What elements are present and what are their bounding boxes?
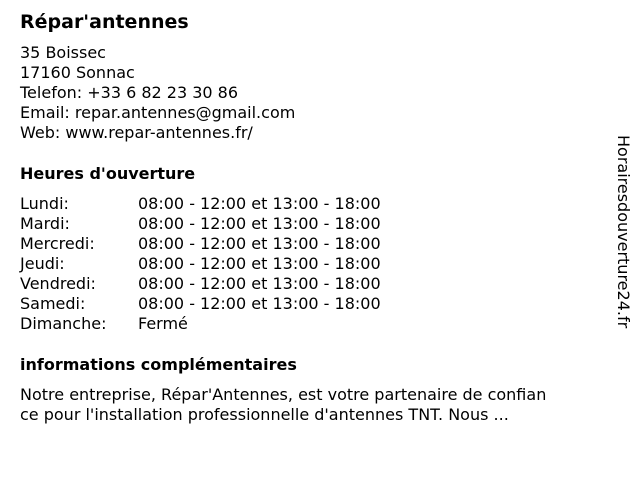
address-city: 17160 Sonnac bbox=[20, 63, 135, 82]
website: Web: www.repar-antennes.fr/ bbox=[20, 123, 253, 142]
hours-row-saturday bbox=[20, 294, 381, 314]
day-label: Mardi: bbox=[20, 214, 70, 233]
hours-value: Fermé bbox=[138, 314, 188, 333]
opening-hours-table bbox=[20, 194, 381, 334]
hours-value: 08:00 - 12:00 et 13:00 - 18:00 bbox=[138, 214, 381, 233]
phone-number: Telefon: +33 6 82 23 30 86 bbox=[20, 83, 239, 102]
day-label: Mercredi: bbox=[20, 234, 95, 253]
info-line-2: ce pour l'installation professionnelle d'antennes TNT. Nous ... bbox=[20, 405, 509, 424]
hours-row-tuesday bbox=[20, 214, 381, 234]
address-street: 35 Boissec bbox=[20, 43, 106, 62]
business-name: Répar'antennes bbox=[20, 11, 189, 33]
hours-value: 08:00 - 12:00 et 13:00 - 18:00 bbox=[138, 194, 381, 213]
day-label: Vendredi: bbox=[20, 274, 96, 293]
email-address: Email: repar.antennes@gmail.com bbox=[20, 103, 296, 122]
hours-row-thursday bbox=[20, 254, 381, 274]
hours-value: 08:00 - 12:00 et 13:00 - 18:00 bbox=[138, 234, 381, 253]
hours-row-friday bbox=[20, 274, 381, 294]
hours-heading: Heures d'ouverture bbox=[20, 164, 196, 183]
hours-value: 08:00 - 12:00 et 13:00 - 18:00 bbox=[138, 274, 381, 293]
hours-value: 08:00 - 12:00 et 13:00 - 18:00 bbox=[138, 294, 381, 313]
day-label: Samedi: bbox=[20, 294, 86, 313]
day-label: Dimanche: bbox=[20, 314, 107, 333]
day-label: Lundi: bbox=[20, 194, 69, 213]
info-heading: informations complémentaires bbox=[20, 355, 297, 374]
hours-row-sunday bbox=[20, 314, 381, 334]
info-line-1: Notre entreprise, Répar'Antennes, est votre partenaire de confian bbox=[20, 385, 547, 404]
site-watermark: Horairesdouverture24.fr bbox=[614, 135, 633, 329]
hours-row-monday bbox=[20, 194, 381, 214]
info-description bbox=[20, 385, 600, 425]
contact-block bbox=[20, 43, 295, 143]
day-label: Jeudi: bbox=[20, 254, 65, 273]
hours-row-wednesday bbox=[20, 234, 381, 254]
hours-value: 08:00 - 12:00 et 13:00 - 18:00 bbox=[138, 254, 381, 273]
